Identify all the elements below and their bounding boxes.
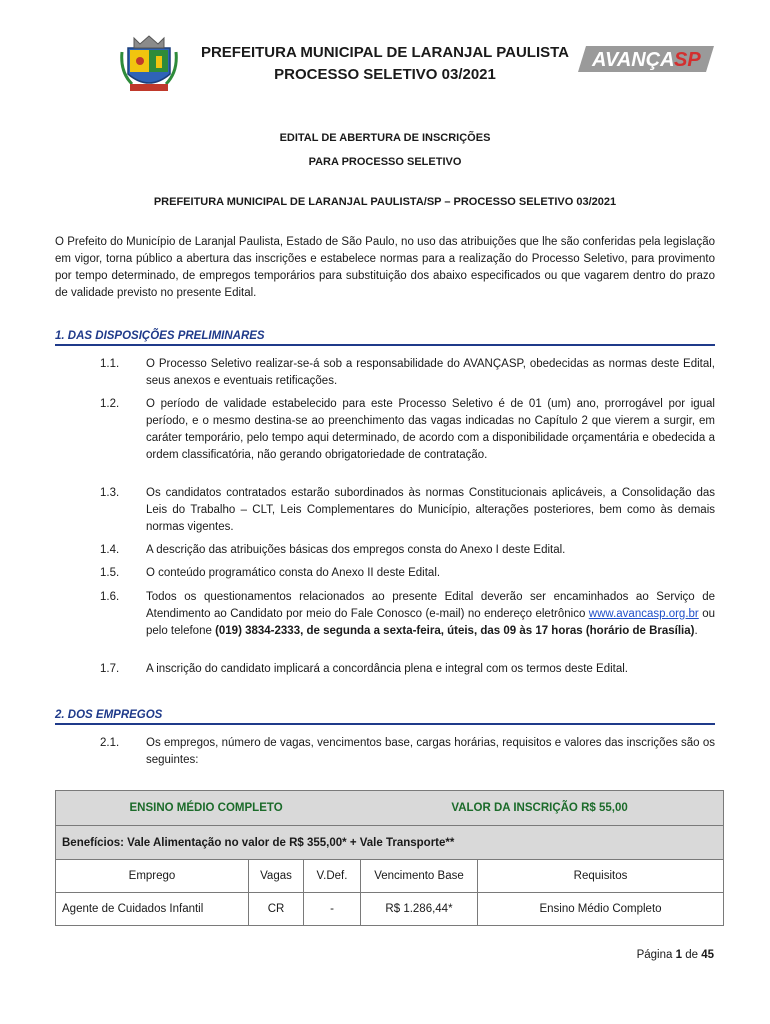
intro-paragraph: O Prefeito do Município de Laranjal Paulista, Estado de São Paulo, no uso das atribuições que lhe são conferidas pela legislação em vigor, torna público a abertura das inscrições e estabelece normas para a realização do Processo Seletivo, para provimento por tempo determinado, de empregos temporários para substituição dos abaixo especificados ou que vagarem dentro do prazo de validade previsto no presente Edital.	[55, 236, 715, 299]
page-number	[637, 949, 714, 961]
list-item	[55, 396, 715, 464]
list-item	[55, 542, 715, 559]
item-text: O Processo Seletivo realizar-se-á sob a responsabilidade do AVANÇASP, obedecidas as normas deste Edital, seus anexos e eventuais retificações.	[146, 358, 715, 387]
list-item	[55, 485, 715, 536]
column-header: Vencimento Base	[361, 860, 478, 893]
website-link[interactable]: www.avancasp.org.br	[588, 608, 699, 620]
current-page: 1	[675, 949, 683, 961]
edital-process-title: PREFEITURA MUNICIPAL DE LARANJAL PAULISTA/SP – PROCESSO SELETIVO 03/2021	[153, 196, 617, 208]
column-header: Vagas	[249, 860, 304, 893]
item-text-part: .	[694, 625, 698, 637]
table-cell: CR	[249, 893, 304, 926]
item-number: 1.5.	[100, 567, 120, 579]
edital-heading: EDITAL DE ABERTURA DE INSCRIÇÕES	[279, 132, 491, 144]
table-header-row	[56, 860, 724, 893]
section-empregos-title: 2. DOS EMPREGOS	[55, 709, 715, 725]
item-number: 1.1.	[100, 358, 120, 370]
list-item	[55, 735, 715, 769]
table-cell: R$ 1.286,44*	[361, 893, 478, 926]
section-preliminares-title: 1. DAS DISPOSIÇÕES PRELIMINARES	[55, 330, 715, 346]
edital-subheading: PARA PROCESSO SELETIVO	[308, 156, 462, 168]
column-header: V.Def.	[304, 860, 361, 893]
item-number: 1.6.	[100, 591, 120, 603]
item-text: O período de validade estabelecido para este Processo Seletivo é de 01 (um) ano, prorrogável por igual período, e o mesmo destina-se ao preenchimento das vagas indicadas no Capítulo 2 que vierem a surgir, em caráter temporário, pelo tempo aqui determinado, de acordo com a disponibilidade orçamentária e obedecida a ordem classificatória, não gerando obrigatoriedade de contratação.	[146, 398, 715, 461]
list-item	[55, 661, 715, 678]
item-number: 2.1.	[100, 737, 120, 749]
table-cell: -	[304, 893, 361, 926]
table-cell: Agente de Cuidados Infantil	[56, 893, 249, 926]
item-text	[146, 589, 715, 640]
page-number-prefix: Página	[636, 949, 676, 961]
item-number: 1.4.	[100, 544, 120, 556]
item-number: 1.7.	[100, 663, 120, 675]
table-benefits-row	[56, 826, 724, 860]
item-number: 1.3.	[100, 487, 120, 499]
item-text: Os empregos, número de vagas, vencimentos base, cargas horárias, requisitos e valores das inscrições são os seguintes:	[146, 737, 715, 766]
page-number-separator: de	[682, 949, 702, 961]
header-title-line1: PREFEITURA MUNICIPAL DE LARANJAL PAULISTA	[200, 44, 570, 61]
list-item	[55, 589, 715, 640]
item-text: A descrição das atribuições básicas dos empregos consta do Anexo I deste Edital.	[146, 544, 566, 556]
registration-fee-label: VALOR DA INSCRIÇÃO R$ 55,00	[451, 802, 628, 814]
education-level-label: ENSINO MÉDIO COMPLETO	[129, 802, 283, 814]
list-item	[55, 356, 715, 390]
svg-text:SP: SP	[674, 49, 701, 71]
empregos-table	[55, 790, 724, 926]
item-number: 1.2.	[100, 398, 120, 410]
item-text: A inscrição do candidato implicará a concordância plena e integral com os termos deste Edital.	[146, 663, 628, 675]
item-text: O conteúdo programático consta do Anexo II deste Edital.	[146, 567, 441, 579]
table-category-row	[56, 791, 724, 826]
contact-hours-text: (019) 3834-2333, de segunda a sexta-feira, úteis, das 09 às 17 horas (horário de Brasília)	[215, 625, 695, 637]
total-pages: 45	[701, 949, 714, 961]
table-row	[56, 893, 724, 926]
municipal-crest-icon	[120, 32, 178, 94]
list-item	[55, 565, 715, 582]
table-cell: Ensino Médio Completo	[478, 893, 724, 926]
column-header: Emprego	[56, 860, 249, 893]
item-text-part: ou pelo telefone	[146, 608, 715, 637]
benefits-text: Benefícios: Vale Alimentação no valor de R$ 355,00* + Vale Transporte**	[56, 826, 724, 860]
svg-text:AVANÇA: AVANÇA	[592, 49, 675, 71]
item-text: Os candidatos contratados estarão subordinados às normas Constitucionais aplicáveis, a Consolidação das Leis do Trabalho – CLT, Leis Complementares do Município, alterações posteriores, bem como às demais normas vigentes.	[146, 487, 715, 533]
header-title-line2: PROCESSO SELETIVO 03/2021	[274, 66, 496, 83]
item-text-part: Todos os questionamentos relacionados ao presente Edital deverão ser encaminhados ao Serviço de Atendimento ao Candidato por meio do Fale Conosco (e-mail) no endereço eletrônico	[146, 591, 715, 620]
avancasp-logo	[578, 44, 714, 74]
column-header: Requisitos	[478, 860, 724, 893]
